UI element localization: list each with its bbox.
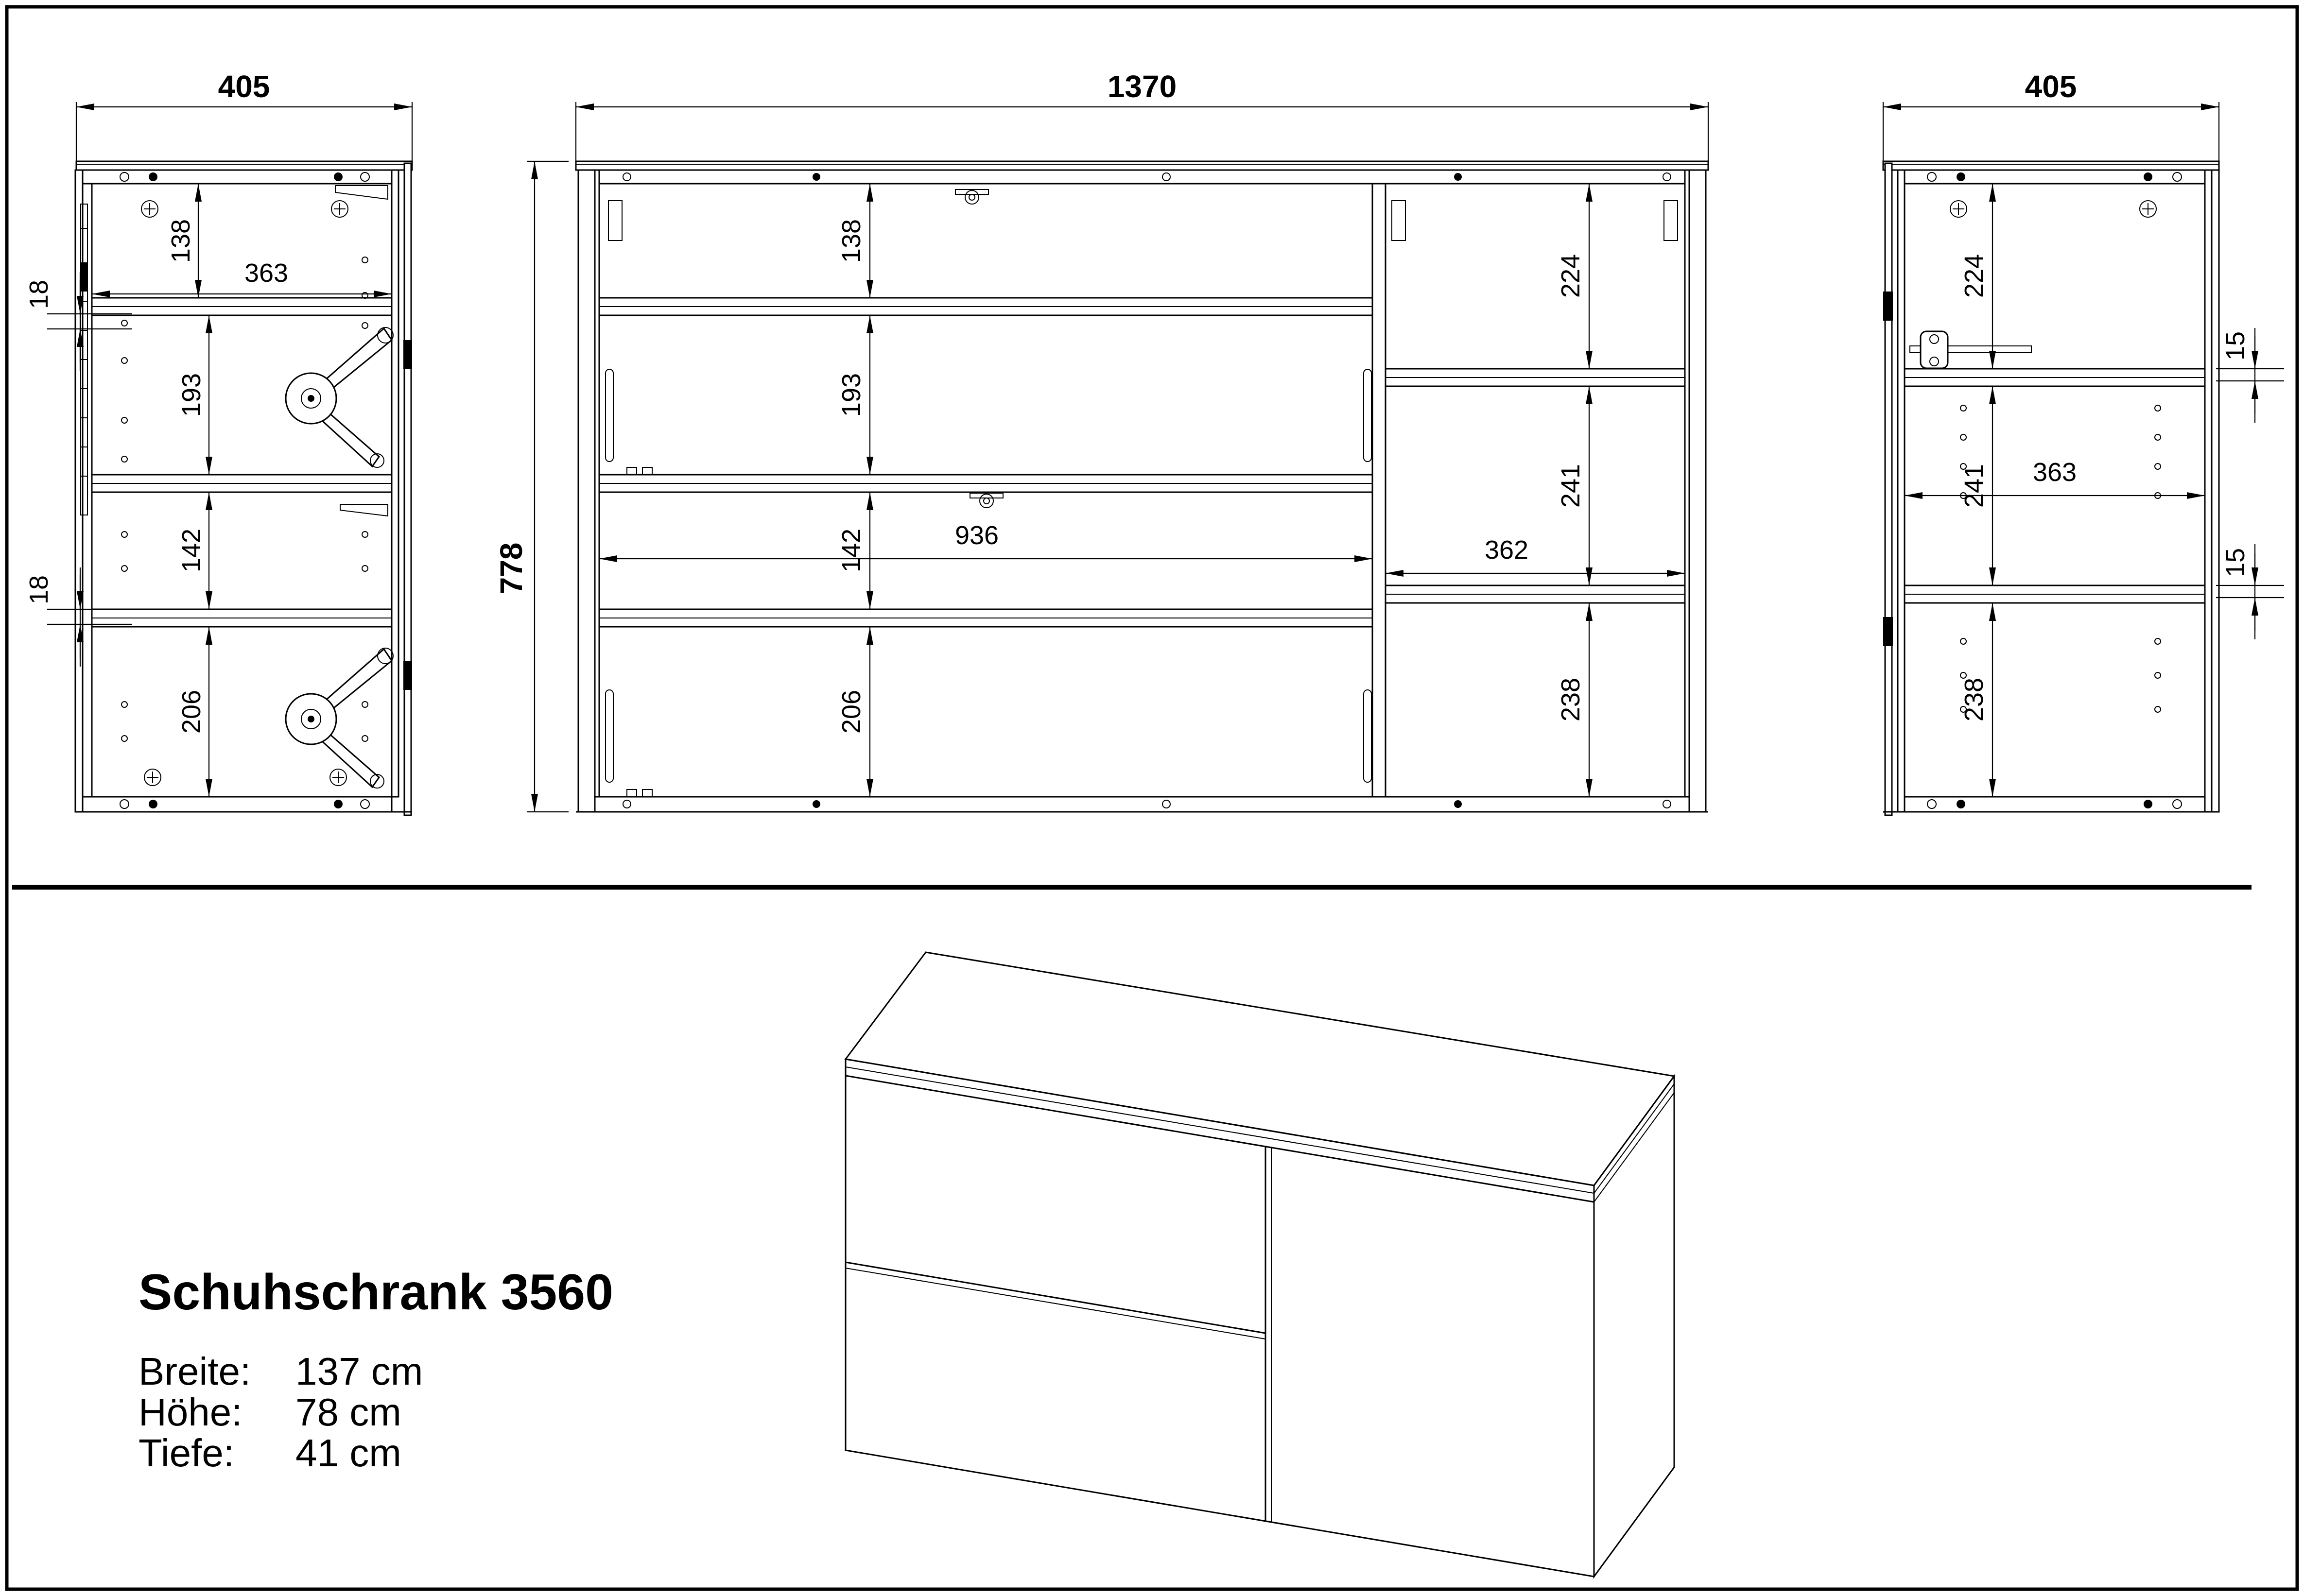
isometric-view <box>846 952 1674 1577</box>
flap-door-edge <box>404 163 411 815</box>
dim-label: 138 <box>837 219 866 263</box>
spec-value-breite: 137 cm <box>295 1350 423 1393</box>
hinge-plate-icon <box>608 201 622 240</box>
dim-label: 778 <box>494 542 529 595</box>
dim-label: 405 <box>2025 69 2077 104</box>
dim-label: 363 <box>2032 458 2077 487</box>
hinge-icon <box>403 340 412 369</box>
dimension-left-opening-4 <box>177 627 209 797</box>
dimension-front-right-opening-2 <box>1556 386 1589 585</box>
front-view <box>494 69 1708 812</box>
shelf-pin-holes <box>121 257 368 741</box>
dimension-front-right-opening-1 <box>1556 184 1589 369</box>
dim-label: 405 <box>218 69 270 104</box>
dimension-left-overall-width <box>76 69 412 161</box>
dim-label: 224 <box>1556 254 1585 298</box>
flap-stay-mechanism-icon <box>286 648 393 788</box>
dimension-front-left-width <box>599 521 1372 559</box>
spec-value-tiefe: 41 cm <box>295 1431 401 1475</box>
dim-label: 15 <box>2221 331 2250 361</box>
dim-label: 238 <box>1556 677 1585 722</box>
stay-arm-icon <box>1364 690 1371 782</box>
hinge-icon <box>1883 292 1893 321</box>
dim-label: 363 <box>244 258 289 288</box>
dim-label: 238 <box>1959 677 1989 722</box>
dim-label: 193 <box>177 373 206 417</box>
cam-fitting-icon <box>970 493 1003 508</box>
door-edge <box>1885 163 1892 815</box>
dim-label: 936 <box>954 521 999 550</box>
cam-fitting-icon <box>955 189 988 204</box>
right-side-view <box>1883 69 2284 815</box>
dimension-front-overall-height <box>494 161 569 812</box>
latch-wedge-icon <box>340 504 388 516</box>
stay-bolt-icon <box>1910 331 2031 368</box>
dimension-front-right-width <box>1386 535 1685 573</box>
dimension-front-left-opening-3 <box>837 492 870 609</box>
spec-label-hoehe: Höhe: <box>139 1390 243 1434</box>
dim-label: 1370 <box>1107 69 1177 104</box>
dimension-left-opening-3 <box>177 492 209 609</box>
dim-label: 193 <box>837 373 866 417</box>
latch-icon <box>623 467 657 475</box>
hinge-plate-icon <box>1664 201 1678 240</box>
dimension-right-opening-3 <box>1959 603 1992 797</box>
dim-label: 241 <box>1556 463 1585 508</box>
dimension-front-left-opening-4 <box>837 627 870 797</box>
vertical-divider <box>1372 184 1386 797</box>
stay-arm-icon <box>606 690 613 782</box>
title-block <box>139 1264 613 1475</box>
dimension-left-opening-2 <box>177 315 209 475</box>
product-title: Schuhschrank 3560 <box>139 1264 613 1321</box>
dimension-front-left-opening-2 <box>837 315 870 475</box>
latch-icon <box>623 789 657 797</box>
dim-label: 138 <box>166 219 195 263</box>
dimension-front-overall-width <box>576 69 1708 161</box>
stay-arm-icon <box>606 369 613 462</box>
dimension-left-interior-depth <box>92 258 392 294</box>
dim-label: 206 <box>837 689 866 734</box>
hinge-icon <box>1883 617 1893 646</box>
dimension-right-opening-2 <box>1959 386 1992 585</box>
dim-label: 142 <box>177 528 206 573</box>
dimension-front-left-opening-1 <box>837 184 870 298</box>
stay-arm-icon <box>1364 369 1371 462</box>
dimension-right-gap-top <box>2216 328 2284 423</box>
left-side-view <box>24 69 412 815</box>
dimension-right-gap-bottom <box>2216 544 2284 639</box>
dimension-front-right-opening-3 <box>1556 603 1589 797</box>
dim-label: 206 <box>177 689 206 734</box>
spec-label-tiefe: Tiefe: <box>139 1431 235 1475</box>
flap-stay-mechanism-icon <box>286 327 393 467</box>
dim-label: 224 <box>1959 254 1989 298</box>
dimension-right-interior-depth <box>1905 458 2205 496</box>
hinge-plate-icon <box>1392 201 1405 240</box>
dimension-left-opening-1 <box>166 184 198 298</box>
dim-label: 142 <box>837 528 866 573</box>
dim-label: 15 <box>2221 548 2250 578</box>
hinge-icon <box>403 661 412 690</box>
spec-value-hoehe: 78 cm <box>295 1390 401 1434</box>
shelf-pin-holes <box>1960 405 2161 712</box>
dim-label: 362 <box>1484 535 1529 565</box>
dim-label: 18 <box>24 279 53 309</box>
spec-label-breite: Breite: <box>139 1350 251 1393</box>
latch-wedge-icon <box>335 186 388 199</box>
dimension-right-opening-1 <box>1959 184 1992 369</box>
dimension-right-overall-width <box>1883 69 2219 161</box>
dim-label: 241 <box>1959 463 1989 508</box>
dim-label: 18 <box>24 575 53 605</box>
